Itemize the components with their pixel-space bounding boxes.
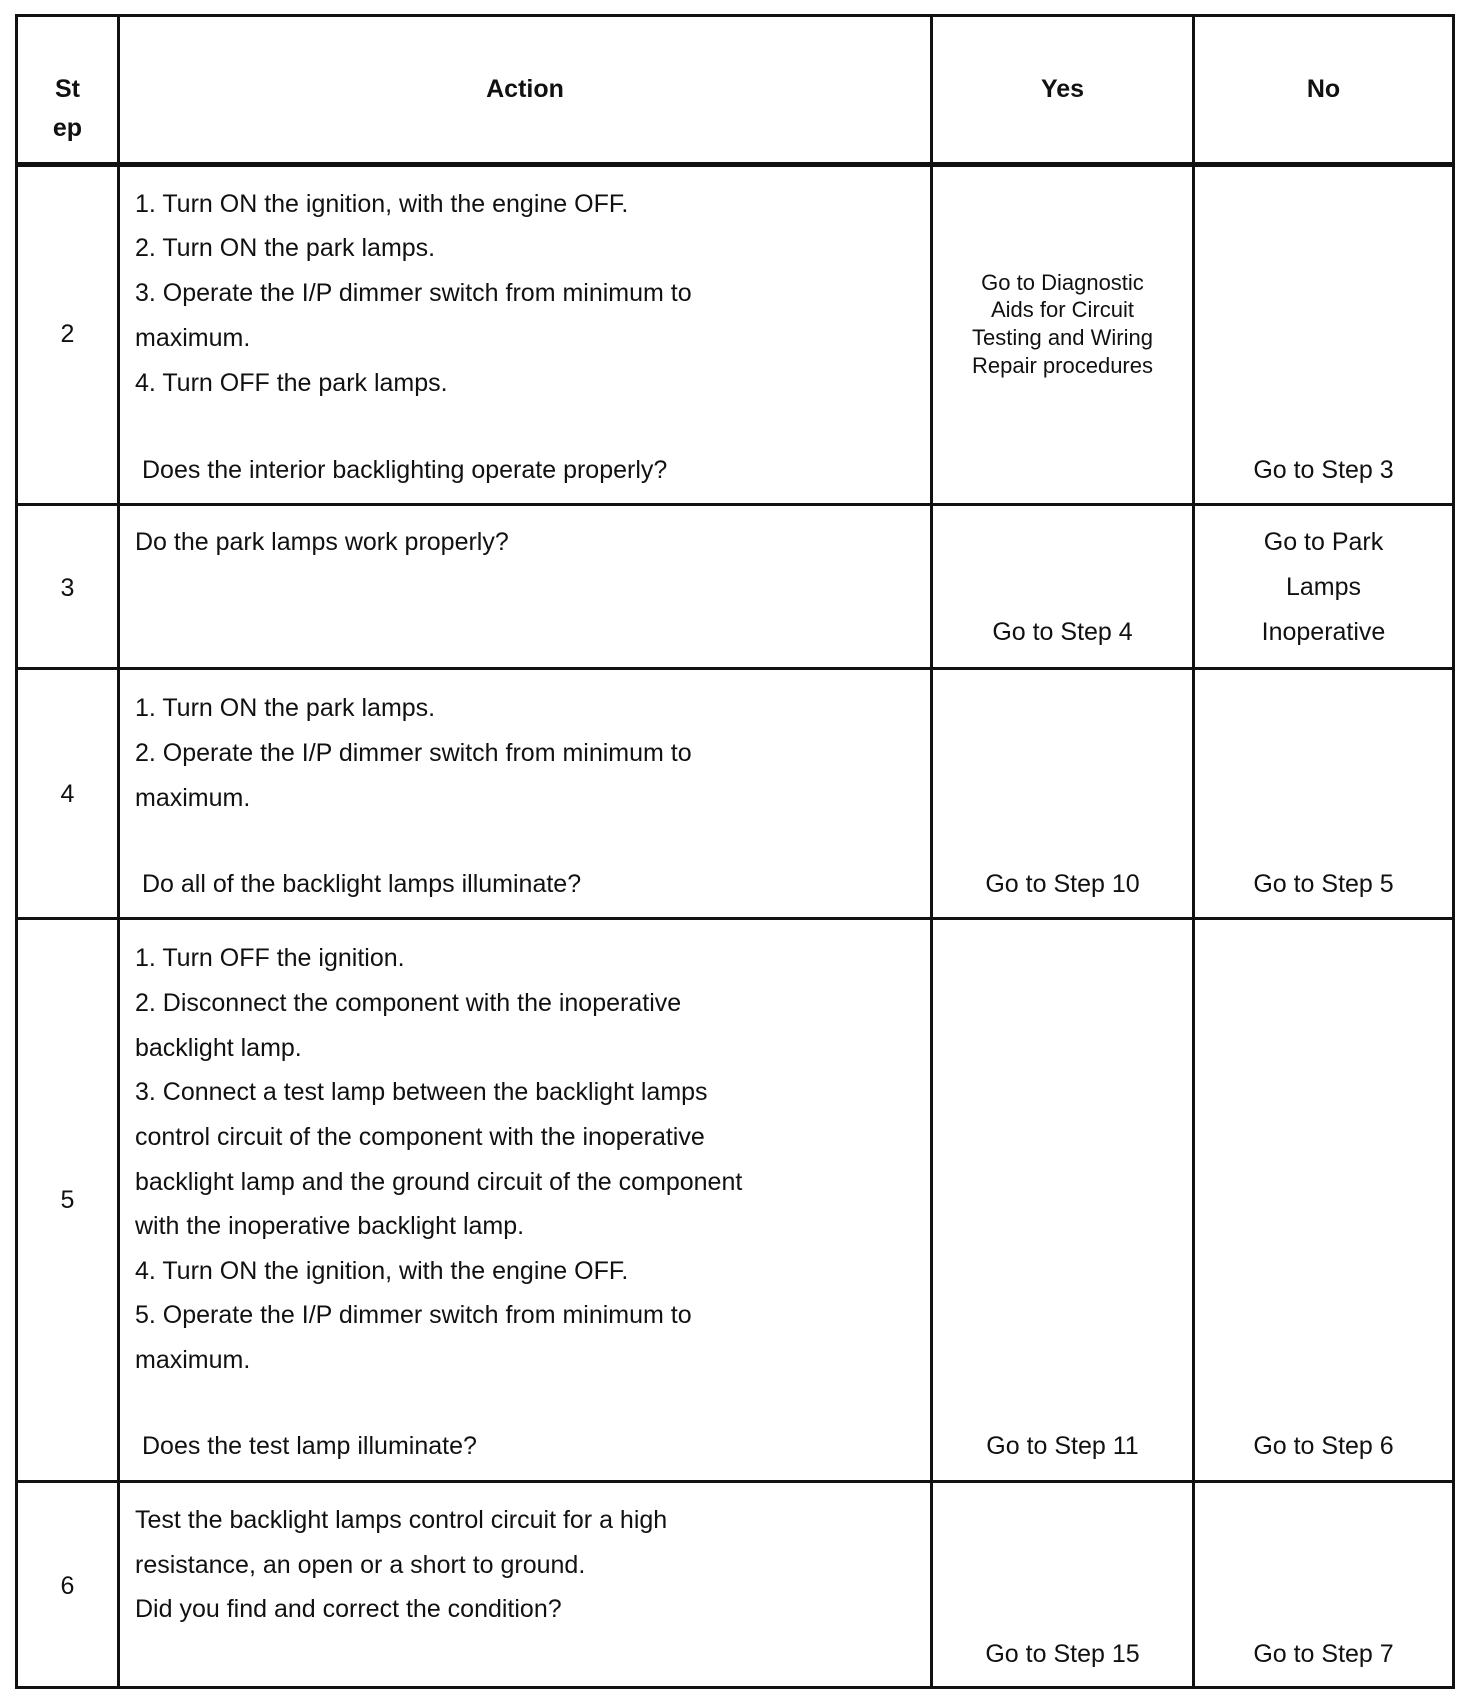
table-border-bottom: [15, 1686, 1455, 1689]
yes-result-line: Testing and Wiring: [972, 325, 1153, 350]
action-question: Does the test lamp illuminate?: [142, 1432, 477, 1460]
action-question: Does the interior backlighting operate properly?: [142, 456, 668, 484]
header-yes: Yes: [1040, 75, 1085, 103]
header-step-line2: ep: [52, 114, 83, 142]
action-line: Test the backlight lamps control circuit for a high: [135, 1506, 668, 1534]
table-border-top: [15, 14, 1455, 17]
row-divider: [15, 503, 1455, 506]
yes-result: Go to Step 11: [986, 1432, 1139, 1460]
action-line: 3. Operate the I/P dimmer switch from minimum to: [135, 279, 692, 307]
table-border-right: [1452, 14, 1455, 1688]
step-number: 2: [60, 320, 75, 348]
action-line: 1. Turn ON the ignition, with the engine OFF.: [135, 190, 629, 218]
action-line: 4. Turn OFF the park lamps.: [135, 369, 448, 397]
step-number: 5: [60, 1186, 75, 1214]
header-no: No: [1306, 75, 1341, 103]
action-line: 2. Operate the I/P dimmer switch from minimum to: [135, 739, 692, 767]
no-result: Go to Step 5: [1253, 870, 1394, 898]
action-line: backlight lamp.: [135, 1034, 302, 1062]
header-divider: [15, 162, 1455, 167]
row-divider: [15, 1480, 1455, 1483]
action-line: maximum.: [135, 784, 251, 812]
action-line: backlight lamp and the ground circuit of the component: [135, 1168, 743, 1196]
action-line: resistance, an open or a short to ground.: [135, 1551, 586, 1579]
action-line: control circuit of the component with the inoperative: [135, 1123, 705, 1151]
no-result-line: Inoperative: [1261, 618, 1386, 646]
yes-result: Go to Step 10: [985, 870, 1140, 898]
table-border-left: [15, 14, 18, 1688]
action-line: 4. Turn ON the ignition, with the engine OFF.: [135, 1257, 629, 1285]
action-line: 1. Turn OFF the ignition.: [135, 944, 405, 972]
header-action: Action: [486, 75, 564, 103]
step-number: 3: [60, 574, 75, 602]
yes-result-line: Go to Diagnostic: [981, 270, 1144, 295]
header-step-line1: St: [55, 75, 80, 103]
no-result: Go to Step 7: [1253, 1640, 1394, 1668]
step-number: 4: [60, 780, 75, 808]
action-line: maximum.: [135, 324, 251, 352]
no-result-line: Go to Park: [1263, 528, 1384, 556]
action-line: 5. Operate the I/P dimmer switch from minimum to: [135, 1301, 692, 1329]
yes-result-line: Repair procedures: [972, 353, 1153, 378]
action-line: maximum.: [135, 1346, 251, 1374]
action-line: 1. Turn ON the park lamps.: [135, 694, 436, 722]
column-divider-step: [117, 14, 120, 1688]
action-line: 2. Turn ON the park lamps.: [135, 234, 436, 262]
no-result: Go to Step 3: [1253, 456, 1394, 484]
action-question: Do the park lamps work properly?: [135, 528, 509, 556]
step-number: 6: [60, 1572, 75, 1600]
yes-result: Go to Step 15: [985, 1640, 1140, 1668]
yes-result-line: Aids for Circuit: [990, 297, 1135, 322]
action-line: with the inoperative backlight lamp.: [135, 1212, 525, 1240]
row-divider: [15, 667, 1455, 670]
action-line: 3. Connect a test lamp between the backlight lamps: [135, 1078, 708, 1106]
no-result-line: Lamps: [1285, 573, 1362, 601]
row-divider: [15, 917, 1455, 920]
action-line: Did you find and correct the condition?: [135, 1595, 562, 1623]
action-line: 2. Disconnect the component with the inoperative: [135, 989, 682, 1017]
no-result: Go to Step 6: [1253, 1432, 1394, 1460]
yes-result: Go to Step 4: [992, 618, 1133, 646]
action-question: Do all of the backlight lamps illuminate?: [142, 870, 582, 898]
